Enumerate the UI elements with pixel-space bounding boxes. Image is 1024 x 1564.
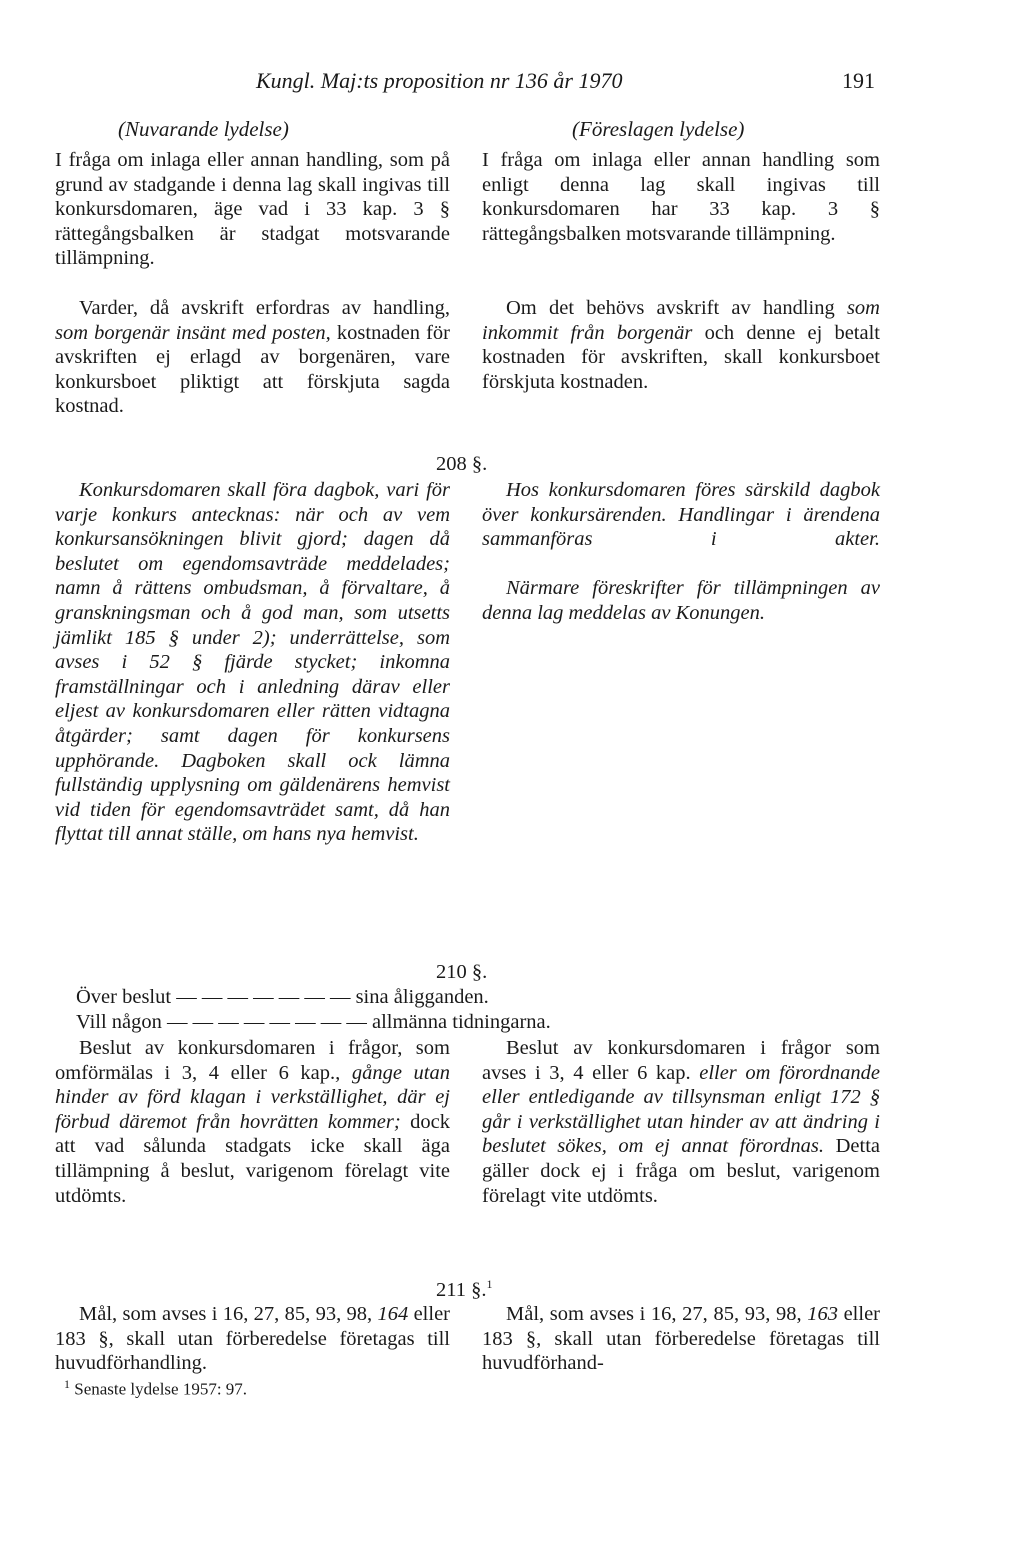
right-column-heading: (Föreslagen lydelse) [572,117,745,141]
unchanged-line-1: Över beslut — — — — — — — sina åligganden. [76,986,489,1008]
section-208-number: 208 §. [436,453,488,475]
footnote-marker: 1 [486,1277,493,1291]
right-prev-paragraph-1: I fråga om inlaga eller annan handling som enligt denna lag skall ingivas till konkursdomaren har 33 kap. 3 § rättegångsbalken motsvarande tillämpning. [482,149,880,245]
left-210-paragraph: Beslut av konkursdomaren i frågor, som omförmälas i 3, 4 eller 6 kap., gånge utan hinder av förd klagan i verkställighet, där ej förbud däremot från hovrätten kommer; dock att vad sålunda stadgats icke skall äga tillämpning å beslut, varigenom förelagt vite utdömts. [55,1037,450,1207]
page-number: 191 [842,68,875,93]
section-211-number: 211 §.$^1$ [436,1277,493,1301]
left-prev-paragraph-1: I fråga om inlaga eller annan handling, som på grund av stadgande i denna lag skall ingivas till konkursdomaren, äge vad i 33 kap. 3 § rättegångsbalken är stadgat motsvarande tillämpning. [55,149,450,270]
right-210-paragraph: Beslut av konkursdomaren i frågor som avses i 3, 4 eller 6 kap. eller om förordnande eller entledigande av tillsynsman enligt 172 § går i verkställighet utan hinder av att ändring i beslutet sökes, om ej annat förordnas. Detta gäller dock ej i fråga om beslut, varigenom förelagt vite utdömts. [482,1037,880,1207]
section-210-number: 210 §. [436,961,488,983]
omission-dashes: — — — — — — — [176,986,351,1008]
running-title: Kungl. Maj:ts proposition nr 136 år 1970 [256,68,623,93]
left-column-heading: (Nuvarande lydelse) [118,117,289,141]
left-211-paragraph: Mål, som avses i 16, 27, 85, 93, 98, 164 eller 183 §, skall utan förberedelse företagas till huvudförhandling. [55,1303,450,1375]
left-prev-paragraph-2: Varder, då avskrift erfordras av handling, som borgenär insänt med posten, kostnaden för avskriften ej erlagd av borgenären, vare konkursboet pliktigt att förskjuta sagda kostnad. [55,297,450,418]
footnote-number: 1 [64,1377,70,1391]
omission-dashes: — — — — — — — — [167,1011,367,1033]
right-211-paragraph: Mål, som avses i 16, 27, 85, 93, 98, 163 eller 183 §, skall utan förberedelse företagas till huvudförhand- [482,1303,880,1375]
right-prev-paragraph-2: Om det behövs avskrift av handling som inkommit från borgenär och denne ej betalt kostnaden för avskriften, skall konkursboet förskjuta kostnaden. [482,297,880,393]
left-208-paragraph: Konkursdomaren skall föra dagbok, vari för varje konkurs antecknas: när och av vem konkursansökningen blivit gjord; dagen då beslutet om egendomsavträde meddelades; namn å rättens ombudsman, å förvaltare, å granskningsman och å god man, som utsetts jämlikt 185 § under 2); underrättelse, som avses i 52 § fjärde stycket; inkomna framställningar och i anledning därav eller eljest av konkursdomaren eller rätten vidtagna åtgärder; samt dagen för konkursens upphörande. Dagboken skall ock lämna fullständig upplysning om gäldenärens hemvist vid tiden för egendomsavträdet samt, då han flyttat till annat ställe, om hans nya hemvist. [55,479,450,846]
unchanged-line-2: Vill någon — — — — — — — — allmänna tidningarna. [76,1011,551,1033]
right-208-paragraph-1: Hos konkursdomaren föres särskild dagbok över konkursärenden. Handlingar i ärendena sammanföras i akter. [482,479,880,551]
footnote: $^1$ Senaste lydelse 1957: 97. [64,1377,248,1399]
right-208-paragraph-2: Närmare föreskrifter för tillämpningen av denna lag meddelas av Konungen. [482,577,880,624]
